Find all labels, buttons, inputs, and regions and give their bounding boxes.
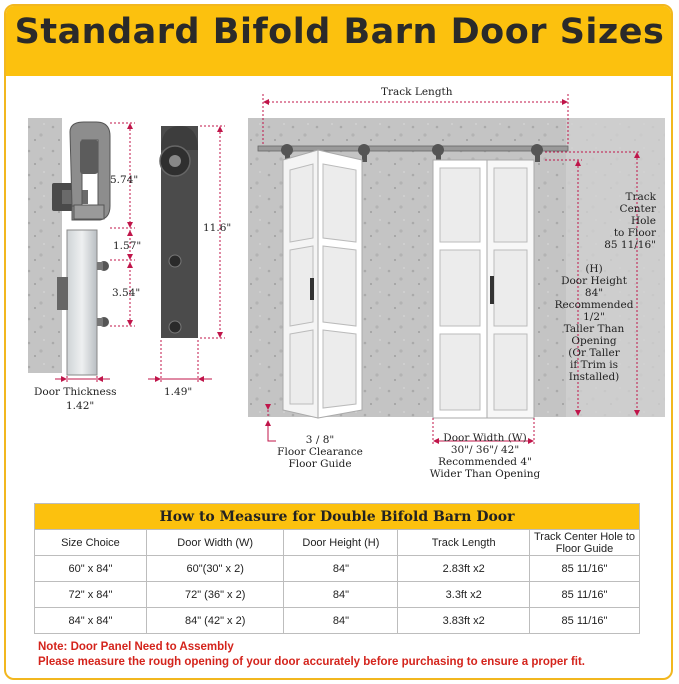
door-thickness-label: Door Thickness — [34, 386, 117, 398]
dim-3-54: 3.54" — [112, 287, 141, 299]
table-header-row — [35, 530, 640, 556]
cell: 84" x 84" — [35, 608, 147, 634]
dim-5-74: 5.74" — [110, 174, 139, 186]
page-title: Standard Bifold Barn Door Sizes — [14, 12, 665, 52]
table-row — [35, 556, 640, 582]
cell: 85 11/16" — [530, 556, 640, 582]
cell: 85 11/16" — [530, 608, 640, 634]
cell: 2.83ft x2 — [398, 556, 530, 582]
header-track-center: Track Center Hole to Floor Guide — [530, 530, 640, 556]
dim-1-49: 1.49" — [164, 386, 193, 398]
track — [258, 146, 568, 151]
right-bifold-door — [433, 160, 534, 418]
cell: 72" (36" x 2) — [146, 582, 284, 608]
cell: 85 11/16" — [530, 582, 640, 608]
dim-11-6: 11.6" — [203, 222, 232, 234]
door-thickness-value: 1.42" — [66, 400, 95, 412]
cell: 72" x 84" — [35, 582, 147, 608]
header-door-width: Door Width (W) — [146, 530, 284, 556]
dim-1-57: 1.57" — [113, 240, 142, 252]
cell: 84" (42" x 2) — [146, 608, 284, 634]
header-door-height: Door Height (H) — [284, 530, 398, 556]
cell: 84" — [284, 556, 398, 582]
left-bifold-door — [283, 150, 362, 418]
door-width-label: Door Width (W) 30"/ 36"/ 42" Recommended 4" Wider Than Opening — [429, 432, 541, 480]
note-assembly: Note: Door Panel Need to Assembly — [38, 641, 234, 653]
track-length-label: Track Length — [381, 86, 453, 98]
cell: 60"(30" x 2) — [146, 556, 284, 582]
side-door-panel — [67, 230, 97, 375]
cell: 84" — [284, 582, 398, 608]
cell: 3.83ft x2 — [398, 608, 530, 634]
track-center-label: Track Center Hole to Floor 85 11/16" — [604, 191, 656, 251]
table-caption: How to Measure for Double Bifold Barn Door — [35, 504, 640, 530]
table-row — [35, 608, 640, 634]
note-measure: Please measure the rough opening of your door accurately before purchasing to ensure a proper fit. — [38, 656, 586, 668]
table-row — [35, 582, 640, 608]
header-track-length: Track Length — [398, 530, 530, 556]
side-wall — [28, 118, 62, 373]
measurement-table — [34, 503, 640, 634]
header-size-choice: Size Choice — [35, 530, 147, 556]
door-height-label: (H) Door Height 84" Recommended 1/2" Taller Than Opening (Or Taller if Trim is Installed) — [554, 263, 634, 383]
floor-clearance-label: 3 / 8" Floor Clearance Floor Guide — [277, 434, 363, 470]
cell: 60" x 84" — [35, 556, 147, 582]
cell: 84" — [284, 608, 398, 634]
cell: 3.3ft x2 — [398, 582, 530, 608]
